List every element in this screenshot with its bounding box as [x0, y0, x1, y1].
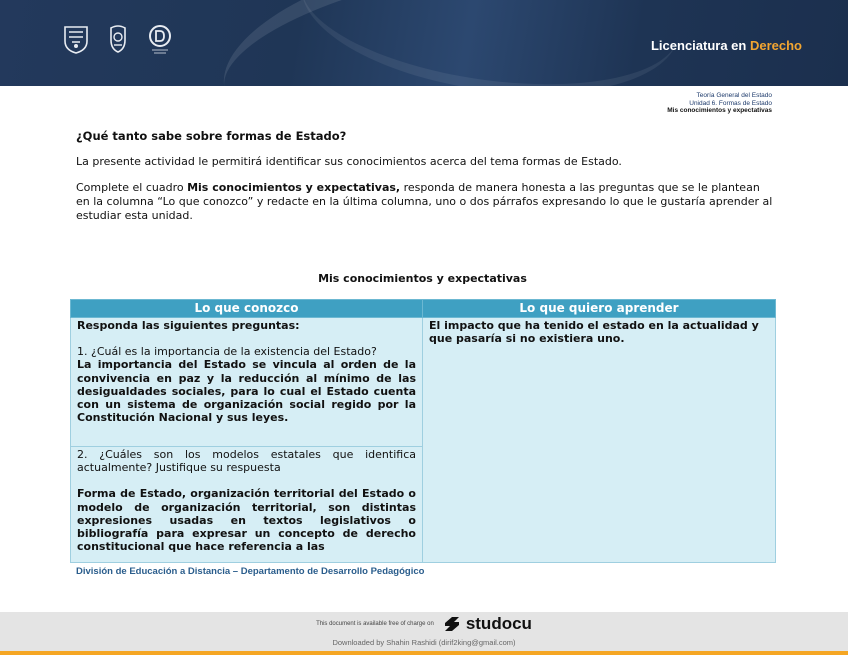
table-title: Mis conocimientos y expectativas: [318, 272, 527, 285]
intro-section: [76, 129, 776, 223]
faculty-shield-icon: [104, 24, 132, 54]
meta-activity: Mis conocimientos y expectativas: [667, 107, 772, 115]
program-title-accent: Derecho: [749, 38, 802, 53]
program-title: Licenciatura en Derecho: [650, 38, 802, 53]
header-banner: [0, 0, 848, 86]
meta-course: Teoría General del Estado: [696, 92, 772, 99]
meta-unit: Unidad 6. Formas de Estado: [689, 99, 772, 107]
left-instruction: Responda las siguientes preguntas:: [77, 319, 300, 332]
answer-2: Forma de Estado, organización territorial del Estado o modelo de organización territorial, son distintas expresiones usadas en textos legislativos o bibliografía para expresar un concepto de derecho constitucional que hace referencia a las: [77, 487, 416, 554]
logo-group: [62, 24, 174, 54]
division-footer: División de Educación a Distancia – Departamento de Desarrollo Pedagógico: [76, 566, 425, 577]
document-meta: [667, 92, 772, 115]
cell-known-q2: [71, 447, 423, 563]
right-answer: El impacto que ha tenido el estado en la actualidad y que pasaría si no existiera uno.: [429, 319, 759, 346]
intro-paragraph-2-bold: Mis conocimientos y expectativas,: [187, 181, 401, 194]
intro-paragraph-1: La presente actividad le permitirá identificar sus conocimientos acerca del tema formas de Estado.: [76, 155, 622, 168]
header-lo-que-quiero-aprender: Lo que quiero aprender: [423, 300, 776, 318]
studocu-logo-icon: [442, 614, 462, 634]
download-info: Downloaded by Shahin Rashidi (dirif2king@gmail.com): [332, 638, 516, 647]
division-logo-icon: [146, 24, 174, 54]
intro-paragraph-2: Complete el cuadro Mis conocimientos y expectativas, responda de manera honesta a las preguntas que se le plantean en la columna “Lo que conozco” y redacte en la última columna, uno o dos párrafos expresando lo que le gustaría aprender al estudiar esta unidad.: [76, 181, 773, 222]
studocu-available-text: This document is available free of charge on: [316, 621, 434, 627]
answer-1: La importancia del Estado se vincula al orden de la convivencia en paz y la reducción al mínimo de las desigualdades sociales, para lo cual el Estado cuenta con un sistema de organización social regido por la Constitución Nacional y sus leyes.: [77, 358, 416, 425]
studocu-logo[interactable]: studocu: [442, 614, 532, 634]
intro-question: ¿Qué tanto sabe sobre formas de Estado?: [76, 129, 347, 143]
header-lo-que-conozco: Lo que conozco: [71, 300, 423, 318]
cell-want-to-learn: [423, 318, 776, 563]
orange-strip: [0, 651, 848, 655]
question-2: 2. ¿Cuáles son los modelos estatales que identifica actualmente? Justifique su respuesta: [77, 448, 416, 475]
studocu-banner[interactable]: [0, 614, 848, 634]
unam-shield-icon: [62, 24, 90, 54]
knowledge-table: [70, 299, 776, 563]
cell-known-q1: [71, 318, 423, 447]
question-1: 1. ¿Cuál es la importancia de la existencia del Estado?: [77, 345, 377, 359]
